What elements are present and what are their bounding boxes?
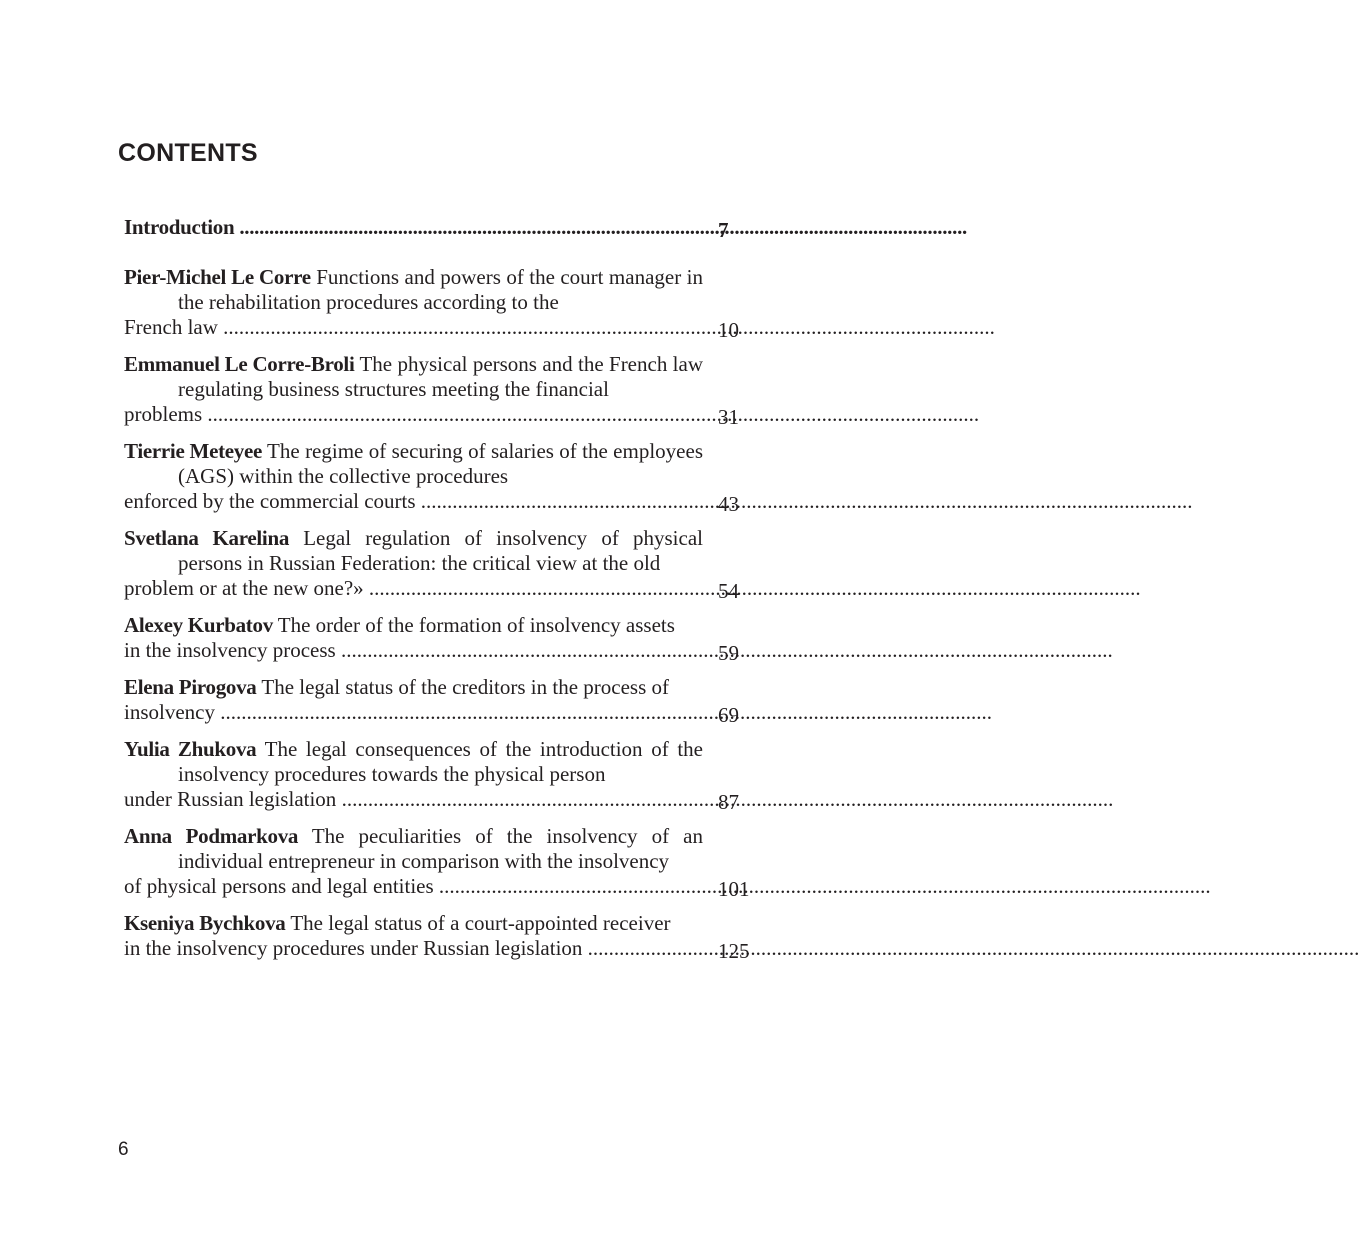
toc-title: Functions and powers of the court manager in the rehabilitation procedures according to the [178, 265, 703, 314]
toc-title-end: in the insolvency procedures under Russian legislation ..... [178, 936, 703, 961]
toc-entry-title: Introduction ..... [124, 215, 703, 240]
toc-author: Yulia Zhukova [124, 737, 257, 761]
toc-title: The peculiarities of the insolvency of an individual entrepreneur in comparison with the insolvency [178, 824, 703, 873]
toc-author: Tierrie Meteyee [124, 439, 263, 463]
toc-title-end: enforced by the commercial courts ..... [178, 489, 703, 514]
toc-title: The order of the formation of insolvency assets [277, 613, 675, 637]
toc-page-number: 43 [718, 492, 739, 516]
toc-author: Svetlana Karelina [124, 526, 290, 550]
toc-title: Legal regulation of insolvency of physical persons in Russian Federation: the critical view at the old [178, 526, 703, 575]
toc-page-number: 10 [718, 318, 739, 342]
toc-author: Kseniya Bychkova [124, 911, 286, 935]
toc-title: The legal consequences of the introduction of the insolvency procedures towards the physical person [178, 737, 703, 786]
toc-entry-text [124, 215, 703, 240]
toc-entry[interactable] [124, 911, 764, 961]
toc-entry[interactable] [124, 352, 764, 427]
toc-title-end: in the insolvency process ..... [178, 638, 703, 663]
toc-title-end: under Russian legislation ..... [178, 787, 703, 812]
toc-entry[interactable] [124, 613, 764, 663]
toc-entry[interactable] [124, 526, 764, 601]
toc-entry[interactable] [124, 675, 764, 725]
toc-title: The physical persons and the French law regulating business structures meeting the financial [178, 352, 703, 401]
toc-entry-text [124, 613, 703, 663]
toc-page-number: 69 [718, 703, 739, 727]
toc-entry[interactable] [124, 439, 764, 514]
toc-page-number: 125 [718, 939, 750, 963]
toc-entry-text [124, 911, 703, 961]
toc-page-number: 7 [718, 218, 729, 242]
page-title: CONTENTS [118, 139, 258, 167]
toc-entry-text [124, 265, 703, 340]
toc-author: Alexey Kurbatov [124, 613, 273, 637]
toc-entry-text [124, 675, 703, 725]
toc-entry-text [124, 824, 703, 899]
toc-page-number: 101 [718, 877, 750, 901]
toc-author: Anna Podmarkova [124, 824, 299, 848]
toc-title: The legal status of a court-appointed receiver [290, 911, 671, 935]
toc-title-end: of physical persons and legal entities ..... [178, 874, 703, 899]
page-number-footer: 6 [118, 1139, 129, 1160]
toc-entry-text [124, 352, 703, 427]
toc-title: The legal status of the creditors in the process of [261, 675, 669, 699]
toc-page-number: 87 [718, 790, 739, 814]
toc-entry[interactable] [124, 824, 764, 899]
toc-title-end: insolvency ..... [178, 700, 703, 725]
toc-title-end: problems ..... [178, 402, 703, 427]
toc-entry-text [124, 737, 703, 812]
table-of-contents [124, 215, 764, 973]
toc-page-number: 31 [718, 405, 739, 429]
toc-author: Emmanuel Le Corre-Broli [124, 352, 355, 376]
toc-author: Elena Pirogova [124, 675, 257, 699]
toc-title-end: French law ..... [178, 315, 703, 340]
toc-title: The regime of securing of salaries of the employees (AGS) within the collective procedures [178, 439, 703, 488]
toc-entry-text [124, 439, 703, 514]
toc-page-number: 54 [718, 579, 739, 603]
toc-entry-text [124, 526, 703, 601]
toc-author: Pier-Michel Le Corre [124, 265, 311, 289]
toc-page-number: 59 [718, 641, 739, 665]
toc-entry[interactable] [124, 737, 764, 812]
toc-title-end: problem or at the new one?» ..... [178, 576, 703, 601]
toc-entry-introduction[interactable] [124, 215, 764, 240]
toc-entry[interactable] [124, 265, 764, 340]
